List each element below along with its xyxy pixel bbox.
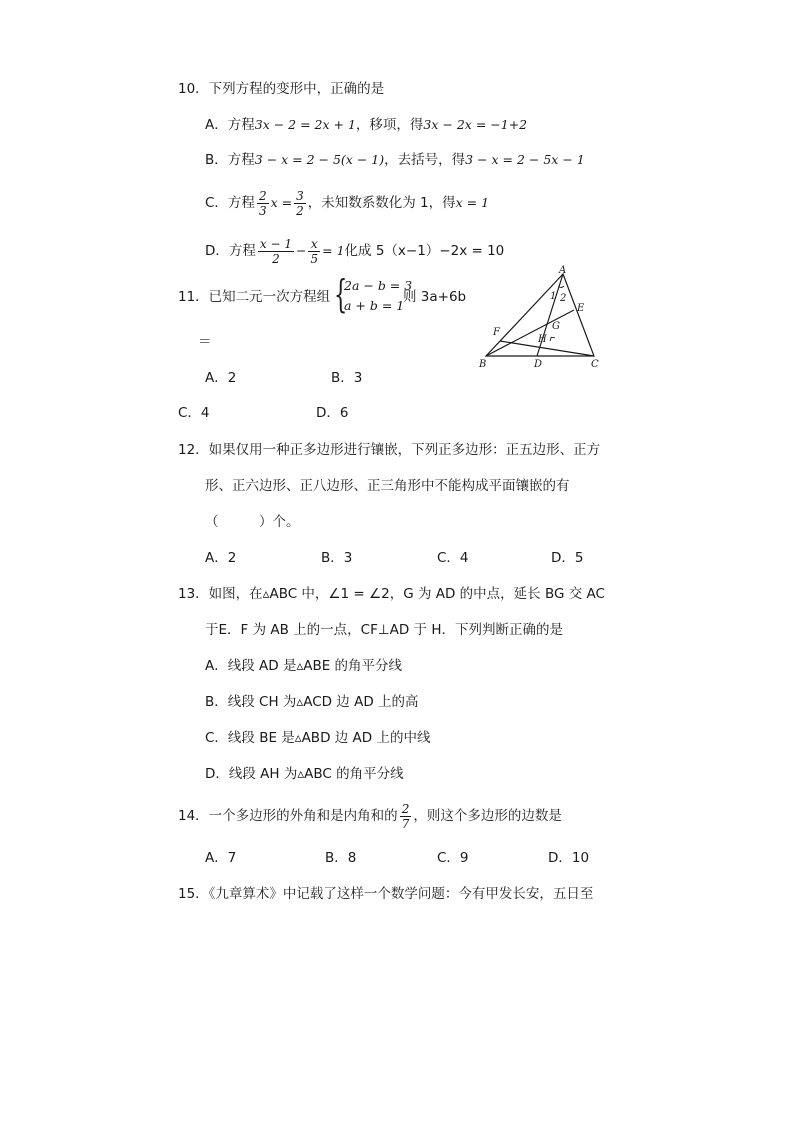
fraction: $\frac{x}{5}$ — [310, 236, 319, 266]
q12-option-c: C．4 — [437, 550, 469, 566]
q12-option-b: B．3 — [321, 550, 353, 566]
system-eq-1: 2a − b = 3 — [344, 278, 413, 293]
label-g: G — [552, 321, 560, 332]
q10-option-c: C．方程 $\frac{2}{3}$ x = $\frac{3}{2}$ ，未知数系数化为 1，得x = 1 — [205, 188, 490, 218]
label-f: F — [493, 327, 500, 338]
q11-tail: 则 3a+6b — [403, 289, 467, 305]
triangle-figure — [470, 262, 620, 374]
segment-cf — [500, 341, 594, 356]
q13-option-a: A．线段 AD 是▵ABE 的角平分线 — [205, 658, 403, 674]
q11-option-a: A．2 — [205, 370, 237, 386]
q10-option-a: A．方程3x − 2 = 2x + 1，移项，得3x − 2x = −1+2 — [205, 117, 528, 133]
q13-line2: 于E．F 为 AB 上的一点，CF⊥AD 于 H．下列判断正确的是 — [205, 622, 563, 638]
q11-option-c: C．4 — [178, 405, 210, 421]
label-e: E — [577, 303, 585, 314]
label-h: H — [538, 334, 547, 345]
q13-option-b: B．线段 CH 为▵ACD 边 AD 上的高 — [205, 694, 419, 710]
q14-option-b: B．8 — [325, 850, 357, 866]
q13-line1: 13．如图，在▵ABC 中，∠1 = ∠2，G 为 AD 的中点，延长 BG 交 AC — [178, 586, 605, 602]
system-eq-2: a + b = 1 — [344, 298, 405, 313]
q14-stem: 14．一个多边形的外角和是内角和的 $\frac{2}{7}$ ，则这个多边形的边数是 — [178, 801, 562, 831]
q14-option-d: D．10 — [548, 850, 590, 866]
q10-option-d: D．方程 $\frac{x - 1}{2}$ − $\frac{x}{5}$ = 1化成 5（x−1）−2x = 10 — [205, 236, 505, 266]
label-a: A — [559, 265, 567, 276]
fraction: $\frac{x - 1}{2}$ — [259, 236, 292, 266]
q11-equals: ＝ — [198, 334, 212, 350]
fraction: $\frac{3}{2}$ — [296, 188, 304, 218]
label-c: C — [591, 359, 599, 370]
q12-line3: （ ）个。 — [205, 514, 300, 530]
fraction: $\frac{2}{7}$ — [401, 801, 410, 831]
right-angle-mark — [550, 337, 555, 341]
label-angle-1: 1 — [550, 291, 557, 302]
q12-line2: 形、正六边形、正八边形、正三角形中不能构成平面镶嵌的有 — [205, 478, 570, 494]
system-brace: { — [334, 272, 348, 316]
angle-arc — [559, 286, 565, 288]
label-angle-2: 2 — [560, 293, 567, 304]
q12-option-a: A．2 — [205, 550, 237, 566]
q11-stem: 11．已知二元一次方程组 — [178, 289, 331, 305]
fraction: $\frac{2}{3}$ — [258, 188, 267, 218]
q10-option-b: B．方程3 − x = 2 − 5(x − 1)，去括号，得3 − x = 2 − 5x − 1 — [205, 152, 585, 168]
q10-stem: 10．下列方程的变形中，正确的是 — [178, 81, 385, 97]
label-b: B — [479, 359, 487, 370]
q14-option-c: C．9 — [437, 850, 469, 866]
q14-option-a: A．7 — [205, 850, 237, 866]
q12-option-d: D．5 — [551, 550, 584, 566]
q11-option-d: D．6 — [316, 405, 349, 421]
q13-option-c: C．线段 BE 是▵ABD 边 AD 上的中线 — [205, 730, 431, 746]
q11-option-b: B．3 — [331, 370, 363, 386]
q15-line1: 15．《九章算术》中记载了这样一个数学问题：今有甲发长安，五日至 — [178, 886, 594, 902]
label-d: D — [534, 359, 543, 370]
q13-option-d: D．线段 AH 为▵ABC 的角平分线 — [205, 766, 404, 782]
q12-line1: 12．如果仅用一种正多边形进行镶嵌，下列正多边形：正五边形、正方 — [178, 442, 601, 458]
